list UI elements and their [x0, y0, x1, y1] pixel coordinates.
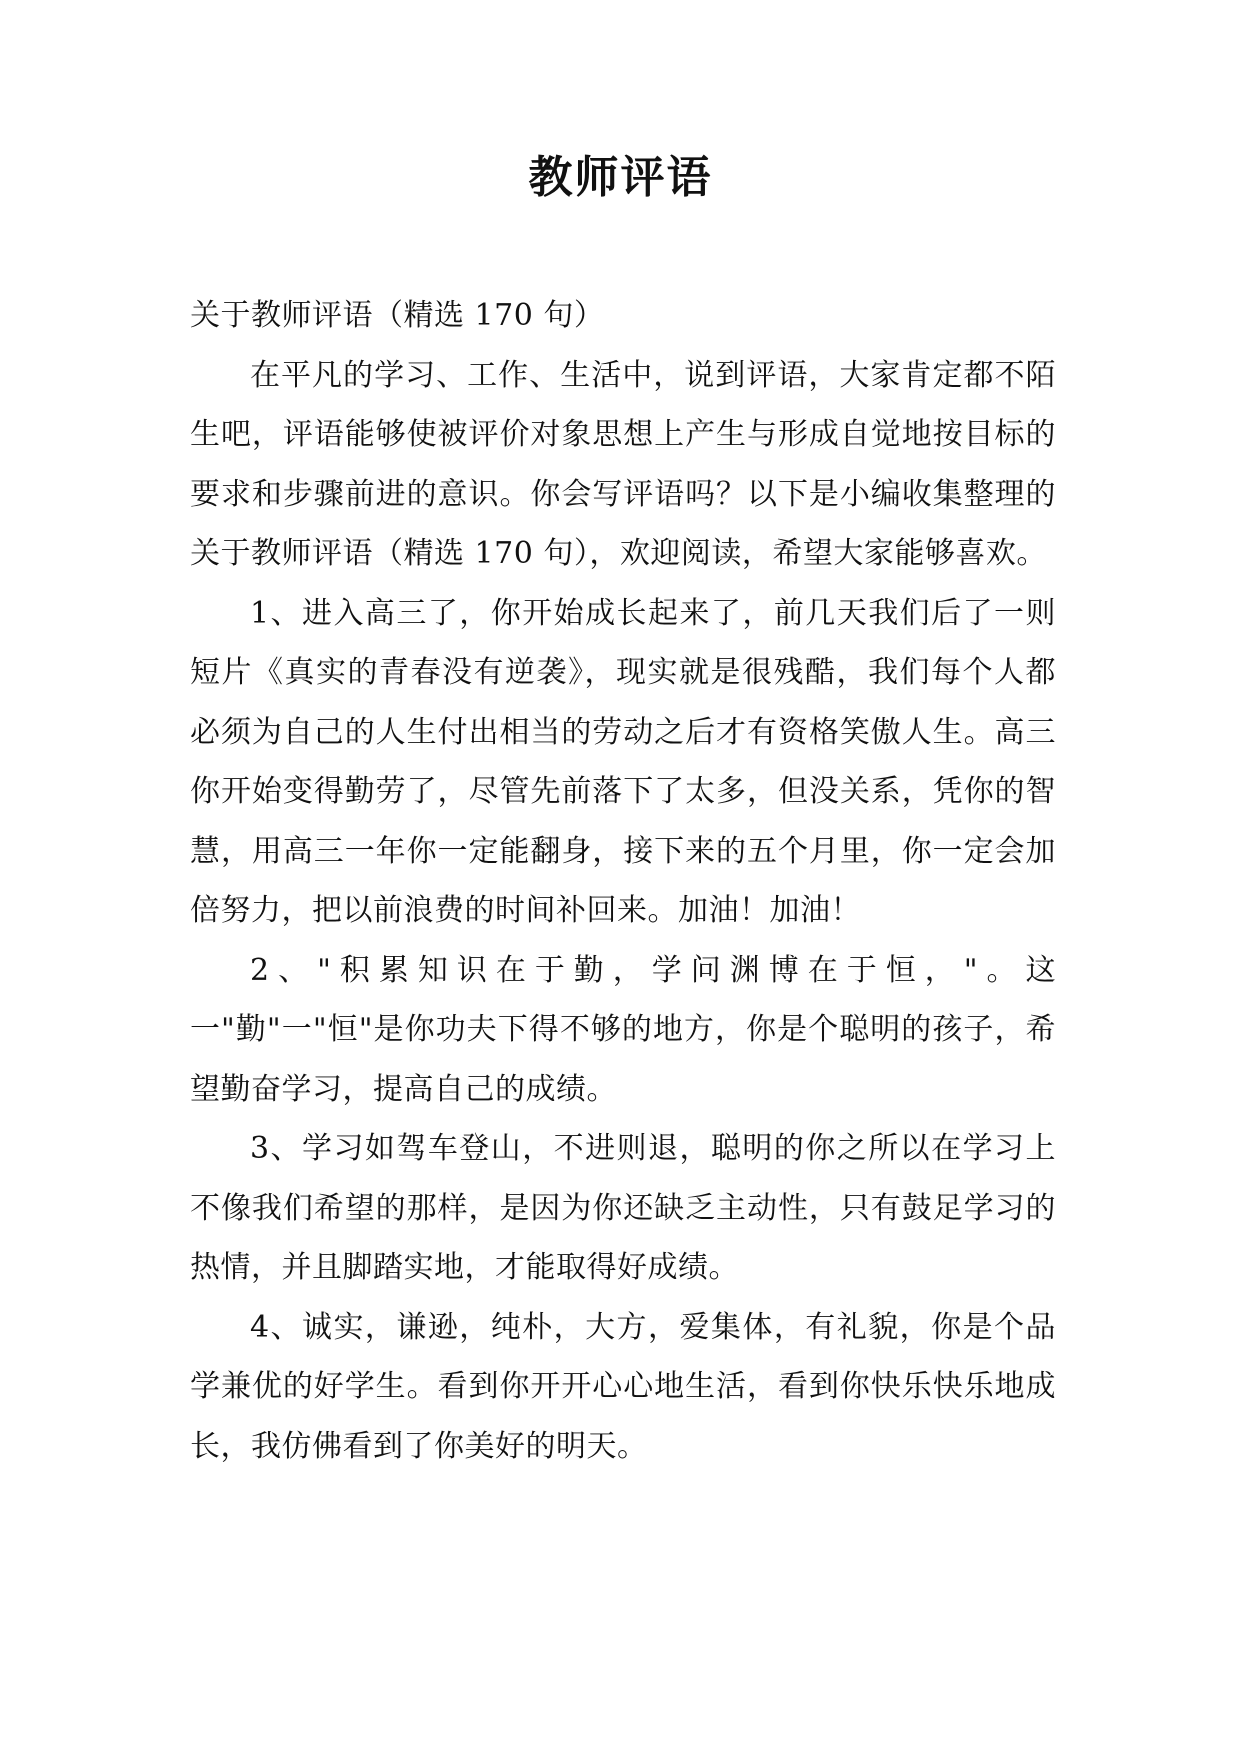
paragraph-comment-2: 2、"积累知识在于勤，学问渊博在于恒，"。这一"勤"一"恒"是你功夫下得不够的地方，你是个聪明的孩子，希望勤奋学习，提高自己的成绩。 [190, 952, 1056, 1107]
document-subtitle: 关于教师评语（精选 170 句） [190, 298, 605, 333]
document-title: 教师评语 [528, 152, 713, 203]
document-body [190, 286, 1056, 1476]
paragraph-intro: 在平凡的学习、工作、生活中，说到评语，大家肯定都不陌生吧，评语能够使被评价对象思想上产生与形成自觉地按目标的要求和步骤前进的意识。你会写评语吗？以下是小编收集整理的关于教师评语（精选 170 句），欢迎阅读，希望大家能够喜欢。 [190, 357, 1056, 571]
paragraph-comment-3: 3、学习如驾车登山，不进则退，聪明的你之所以在学习上不像我们希望的那样，是因为你还缺乏主动性，只有鼓足学习的热情，并且脚踏实地，才能取得好成绩。 [190, 1131, 1056, 1285]
paragraph-comment-1: 1、进入高三了，你开始成长起来了，前几天我们后了一则短片《真实的青春没有逆袭》，现实就是很残酷，我们每个人都必须为自己的人生付出相当的劳动之后才有资格笑傲人生。高三你开始变得勤劳了，尽管先前落下了太多，但没关系，凭你的智慧，用高三一年你一定能翻身，接下来的五个月里，你一定会加倍努力，把以前浪费的时间补回来。加油！加油！ [190, 595, 1056, 928]
paragraph-comment-4: 4、诚实，谦逊，纯朴，大方，爱集体，有礼貌，你是个品学兼优的好学生。看到你开开心心地生活，看到你快乐快乐地成长，我仿佛看到了你美好的明天。 [190, 1309, 1056, 1464]
